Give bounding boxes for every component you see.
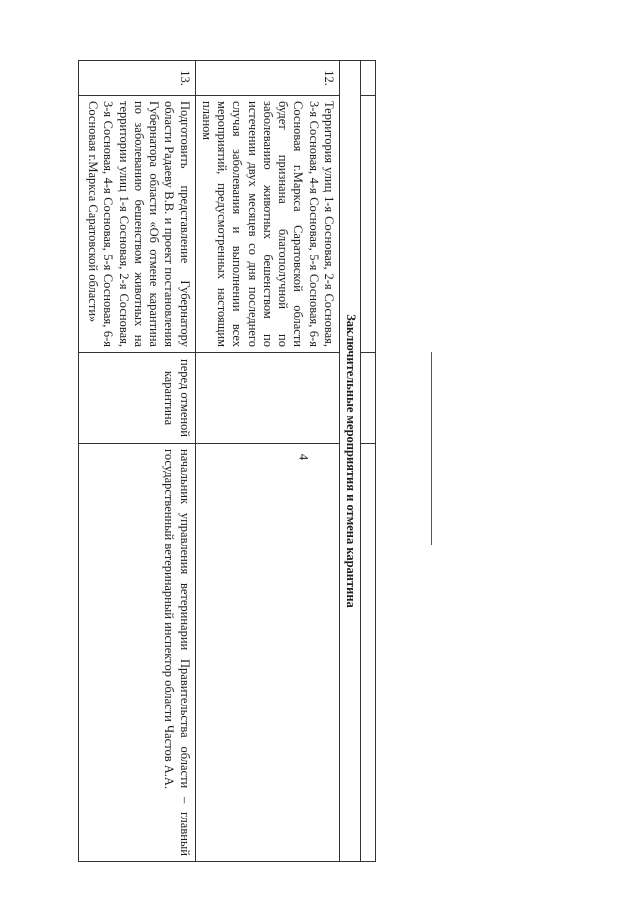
- table-row: [195, 61, 339, 862]
- row-term: [195, 353, 339, 444]
- measures-table: [78, 60, 376, 862]
- row-responsible: начальник управления ветеринарии Правительства области – главный государственный ветеринарный инспектор области Частов А.А.: [78, 444, 195, 862]
- row-activity: Подготовить представление Губернатору области Радаеву В.В. и проект постановления Губернатора области «Об отмене карантина по заболеванию бешенством животных на территории улиц 1-я Сосновая, 2-я Сосновая, 3-я Сосновая, 4-я Сосновая, 5-я Сосновая, 6-я Сосновая г.Маркса Саратовской области»: [78, 96, 195, 353]
- section-header-row: [340, 61, 361, 862]
- row-activity: Территория улиц 1-я Сосновая, 2-я Сосновая, 3-я Сосновая, 4-я Сосновая, 5-я Сосновая, 6-я Сосновая г.Маркса Саратовской области будет признана благополучной по заболеванию животных бешенством по истечении двух месяцев со дня последнего случая заболевания и выполнении всех мероприятий, предусмотренных настоящим планом: [195, 96, 339, 353]
- page-number: 4: [296, 453, 312, 461]
- section-title: Заключительные мероприятия и отмена карантина: [340, 61, 361, 862]
- row-number: 12.: [195, 61, 339, 96]
- row-responsible: [195, 444, 339, 862]
- table-row: [78, 61, 195, 862]
- row-term: перед отменой карантина: [78, 353, 195, 444]
- table-top-row: [361, 61, 376, 862]
- signature-line: [431, 352, 432, 545]
- row-number: 13.: [78, 61, 195, 96]
